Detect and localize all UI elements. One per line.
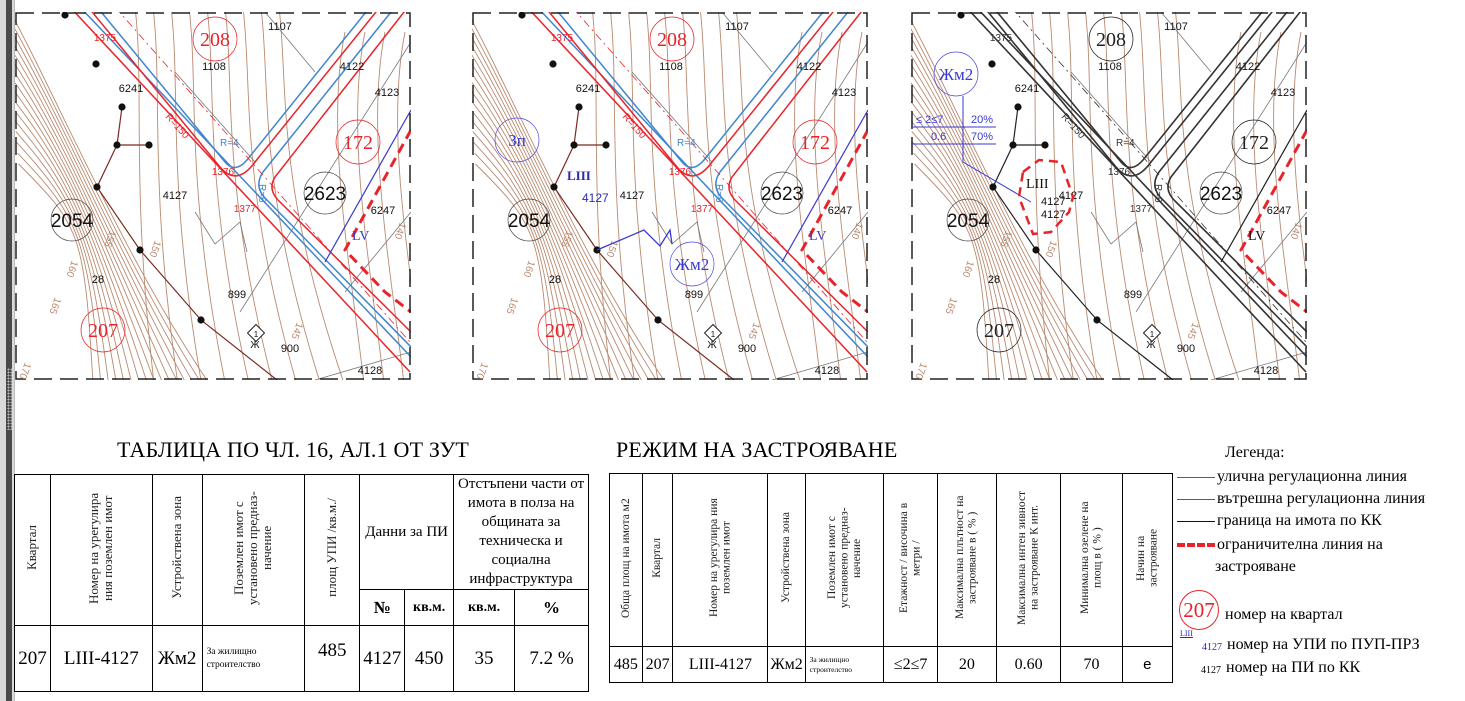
zut-table-row (15, 626, 589, 692)
parcel-number: 28 (548, 274, 562, 286)
lv-label: LV (809, 229, 827, 244)
th-kvartal: Квартал (642, 474, 673, 647)
td-total-area: 485 (610, 647, 643, 683)
contour-label: 145 (1184, 320, 1201, 341)
parcel-number: 1108 (202, 61, 226, 73)
parcel-number: 4128 (357, 365, 383, 377)
boundary-point-icon (518, 12, 525, 19)
td-method: е (1122, 647, 1172, 683)
boundary-point-icon (145, 141, 152, 148)
parcel-number: 4122 (796, 61, 822, 73)
th-purpose: Поземлен имот с установено предназ- начение (202, 475, 305, 626)
th-upi-number: Номер на урегулира ния поземлен имот (50, 475, 152, 626)
th-min-green: Минимална озелене на площ в ( % ) (1061, 474, 1122, 647)
regime-green: 70% (971, 131, 994, 143)
td-max-density: 20 (937, 647, 996, 683)
kvartal-number: 208 (200, 29, 230, 51)
regime-density: 20% (971, 114, 994, 126)
parcel-number: 6241 (118, 83, 144, 95)
contour-label: 145 (745, 320, 762, 341)
parcel-number: 28 (987, 274, 1001, 286)
th-upi-area: площ УПИ /кв.м./ (305, 475, 360, 626)
contour-label: 155 (101, 228, 118, 249)
legend-upi-sample-top: LIII (1180, 629, 1193, 638)
legend-item-pi: 4127 номер на ПИ по КК (1201, 659, 1361, 676)
boundary-point-icon (92, 60, 99, 67)
road-number: 1376 (211, 167, 235, 178)
boundary-point-icon (93, 183, 100, 190)
kvartal-circle-icon: 207 (1179, 590, 1219, 630)
neighbour-number: 2054 (50, 211, 94, 232)
kvartal-number: 172 (800, 132, 830, 154)
radius-label: R=6 (256, 184, 267, 203)
parcel-number: 4122 (1235, 61, 1261, 73)
upi-label: LIII (567, 168, 591, 183)
parcel-number: 6241 (1014, 83, 1040, 95)
th-purpose: Поземлен имот с установено предназ- начение (805, 474, 884, 647)
td-upi-number: LIII-4127 (673, 647, 768, 683)
boundary-point-icon (575, 103, 582, 110)
contour-label: 165 (503, 295, 520, 316)
td-kvartal: 207 (15, 626, 51, 692)
upi-number: 4127 (582, 191, 609, 205)
parcel-number: 4122 (339, 61, 365, 73)
road-number: 1375 (550, 33, 574, 44)
parcel-number: 4127 (1058, 190, 1084, 202)
radius-label: R=6 (1152, 184, 1163, 203)
neighbour-number: 2623 (760, 184, 804, 205)
boundary-point-icon (61, 12, 68, 19)
radius-label: R=4 (1116, 138, 1135, 149)
radius-label: R=150 (1058, 111, 1087, 142)
boundary-point-icon (549, 60, 556, 67)
zone-label: Жм2 (674, 255, 710, 274)
th-pi-sqm: кв.м. (405, 590, 454, 626)
legend-item-building-limit: ограничителна линия на (1177, 536, 1383, 554)
viewer-left-gutter (0, 0, 15, 701)
boundary-point-icon (1032, 246, 1039, 253)
regime-table-row (610, 647, 1173, 683)
map-labels (911, 17, 1304, 380)
th-ceded: Отстъпени части от имота в полза на общината за техническа и социална инфраструктура (454, 475, 589, 590)
contour-label: 150 (603, 238, 620, 259)
radius-label: R=150 (619, 111, 648, 142)
th-zone: Устройствена зона (152, 475, 202, 626)
th-ceded-sqm: кв.м. (454, 590, 515, 626)
legend-item-property-boundary: граница на имота по КК (1177, 512, 1382, 530)
legend-item-building-limit-cont: застрояване (1215, 558, 1296, 575)
td-pi-no: 4127 (360, 626, 405, 692)
th-floors: Етажност / височина в метри / (884, 474, 938, 647)
zut-table (14, 474, 589, 692)
th-kvartal: Квартал (15, 475, 51, 626)
contour-label: 140 (391, 220, 408, 241)
th-max-density: Максимална плътност на застрояване в ( % ) (937, 474, 996, 647)
building-limit-line (345, 130, 411, 312)
road-number: 1377 (1129, 204, 1153, 215)
map-panel-existing (15, 12, 411, 380)
td-max-intensity: 0.60 (996, 647, 1060, 683)
neighbour-number: 2623 (303, 184, 347, 205)
parcel-number: 1107 (1164, 21, 1188, 33)
contour-label: 170 (473, 360, 490, 380)
boundary-point-icon (197, 316, 204, 323)
svg-text:1: 1 (253, 330, 259, 339)
contour-label: 165 (942, 295, 959, 316)
td-purpose: За жилищно строителство (202, 626, 305, 692)
regime-zone: Жм2 (938, 65, 974, 84)
neighbour-number: 2054 (946, 211, 990, 232)
radius-label: R=6 (713, 184, 724, 203)
map-existing-cadastre (15, 12, 411, 380)
building-limit-line (1241, 130, 1307, 312)
radius-label: R=4 (677, 138, 696, 149)
boundary-point-icon (654, 316, 661, 323)
parcel-number: 1108 (659, 61, 683, 73)
td-purpose: За жилищно строителство (805, 647, 884, 683)
parcel-number: 6247 (1266, 205, 1292, 217)
regime-intensity: 0.6 (931, 131, 947, 143)
td-min-green: 70 (1061, 647, 1122, 683)
contour-label: 165 (46, 295, 63, 316)
boundary-point-icon (136, 246, 143, 253)
boundary-point-icon (988, 60, 995, 67)
lv-label: LV (352, 229, 370, 244)
parcel-number: 28 (91, 274, 105, 286)
contour-label: 140 (848, 220, 865, 241)
pi-sample-number: 4127 (1201, 664, 1221, 676)
road-number: 1377 (690, 204, 714, 215)
upi-label: LIII (1026, 177, 1049, 192)
th-upi-number: Номер на урегулира ния поземлен имот (673, 474, 768, 647)
legend-title: Легенда: (1225, 444, 1285, 461)
boundary-point-icon (989, 183, 996, 190)
td-floors: ≤2≤7 (884, 647, 938, 683)
boundary-point-icon (550, 183, 557, 190)
parcel-number: 6247 (827, 205, 853, 217)
td-kvartal: 207 (642, 647, 673, 683)
kvartal-number: 172 (343, 132, 373, 154)
boundary-point-icon (1014, 103, 1021, 110)
parcel-number: 4127 (162, 190, 188, 202)
parcel-number: 4127 (619, 190, 645, 202)
td-zone: Жм2 (768, 647, 805, 683)
contour-label: 160 (63, 258, 80, 279)
blue-line-swatch-icon (1177, 499, 1215, 500)
building-limit-line (802, 130, 868, 312)
panel-splitter[interactable] (6, 0, 12, 701)
pi-number: 4127 (1041, 209, 1066, 221)
parcel-number: 6241 (575, 83, 601, 95)
neighbour-number: 2623 (1199, 184, 1243, 205)
road-number: 1377 (233, 204, 257, 215)
red-dashed-swatch-icon (1177, 543, 1215, 547)
upi-number: 4127 (1041, 196, 1066, 208)
neighbour-number: 2054 (507, 211, 551, 232)
road-number: 1376 (1107, 167, 1131, 178)
boundary-point-icon (1041, 141, 1048, 148)
svg-text:Ж: Ж (1146, 340, 1156, 351)
contour-label: 155 (997, 228, 1014, 249)
parcel-number: 900 (280, 343, 300, 355)
road-number: 1375 (93, 33, 117, 44)
regime-table (609, 473, 1173, 683)
contour-label: 170 (16, 360, 33, 380)
contour-label: 140 (1287, 220, 1304, 241)
upi-sample-number: 4127 (1202, 641, 1222, 653)
parcel-number: 1107 (725, 21, 749, 33)
th-max-intensity: Максимална интен зивност на застрояване К инт. (996, 474, 1060, 647)
kvartal-number: 208 (657, 29, 687, 51)
kvartal-number: 207 (88, 320, 118, 342)
road-number: 1376 (668, 167, 692, 178)
map-panel-regime (911, 12, 1307, 380)
contour-label: 160 (520, 258, 537, 279)
td-ceded-sqm: 35 (454, 626, 515, 692)
td-upi-number: LIII-4127 (50, 626, 152, 692)
regime-table-title: РЕЖИМ НА ЗАСТРОЯВАНЕ (616, 437, 898, 462)
svg-text:Ж: Ж (707, 340, 717, 351)
td-upi-area: 485 (305, 626, 360, 692)
parcel-number: 900 (1176, 343, 1196, 355)
parcel-number: 4128 (1253, 365, 1279, 377)
svg-text:1: 1 (1149, 330, 1155, 339)
parcel-number: 899 (227, 289, 247, 301)
contour-label: 170 (912, 360, 929, 380)
parcel-number: 899 (1123, 289, 1143, 301)
th-total-area: Обща площ на имота м2 (610, 474, 643, 647)
map-building-regime (911, 12, 1307, 380)
parcel-number: 4128 (814, 365, 840, 377)
td-pi-sqm: 450 (405, 626, 454, 692)
boundary-point-icon (1093, 316, 1100, 323)
parcel-number: 4123 (1270, 87, 1296, 99)
parcel-number: 1108 (1098, 61, 1122, 73)
th-pi-data: Данни за ПИ (360, 475, 454, 590)
parcel-number: 899 (684, 289, 704, 301)
black-line-swatch-icon (1177, 521, 1215, 522)
contour-label: 150 (146, 238, 163, 259)
legend-item-street-line: улична регулационна линия (1177, 468, 1407, 486)
boundary-point-icon (957, 12, 964, 19)
th-pi-no: № (360, 590, 405, 626)
parcel-number: 900 (737, 343, 757, 355)
th-ceded-pct: % (515, 590, 589, 626)
red-line-swatch-icon (1177, 477, 1215, 478)
parcel-number: 4123 (831, 87, 857, 99)
radius-label: R=150 (162, 111, 191, 142)
contour-label: 145 (288, 320, 305, 341)
road-number: 1375 (989, 33, 1013, 44)
contour-label: 150 (1042, 238, 1059, 259)
svg-text:Ж: Ж (250, 340, 260, 351)
splitter-grip-handle[interactable] (7, 368, 12, 430)
zone-label: Зп (508, 131, 526, 150)
contour-label: 155 (558, 228, 575, 249)
th-method: Начин на застрояване (1122, 474, 1172, 647)
kvartal-number: 207 (984, 320, 1014, 342)
th-zone: Устройствена зона (768, 474, 805, 647)
regime-floors: ≤ 2≤7 (916, 114, 944, 126)
boundary-point-icon (113, 141, 120, 148)
svg-text:1: 1 (710, 330, 716, 339)
parcel-number: 6247 (370, 205, 396, 217)
legend-item-inner-line: вътрешна регулационна линия (1177, 490, 1425, 508)
boundary-point-icon (602, 141, 609, 148)
legend-item-upi: 4127 номер на УПИ по ПУП-ПРЗ (1202, 636, 1420, 653)
map-panel-proposed (472, 12, 868, 380)
parcel-number: 1107 (268, 21, 292, 33)
radius-label: R=4 (220, 138, 239, 149)
td-zone: Жм2 (152, 626, 202, 692)
kvartal-number: 172 (1239, 132, 1269, 154)
kvartal-number: 207 (545, 320, 575, 342)
map-proposed-plan (472, 12, 868, 380)
td-ceded-pct: 7.2 % (515, 626, 589, 692)
lv-label: LV (1248, 229, 1266, 244)
boundary-point-icon (118, 103, 125, 110)
parcel-number: 4123 (374, 87, 400, 99)
boundary-point-icon (570, 141, 577, 148)
zut-table-title: ТАБЛИЦА ПО ЧЛ. 16, АЛ.1 ОТ ЗУТ (117, 437, 470, 462)
legend-item-kvartal: 207 номер на квартал (1179, 590, 1343, 630)
contour-label: 160 (959, 258, 976, 279)
kvartal-number: 208 (1096, 29, 1126, 51)
boundary-point-icon (1009, 141, 1016, 148)
